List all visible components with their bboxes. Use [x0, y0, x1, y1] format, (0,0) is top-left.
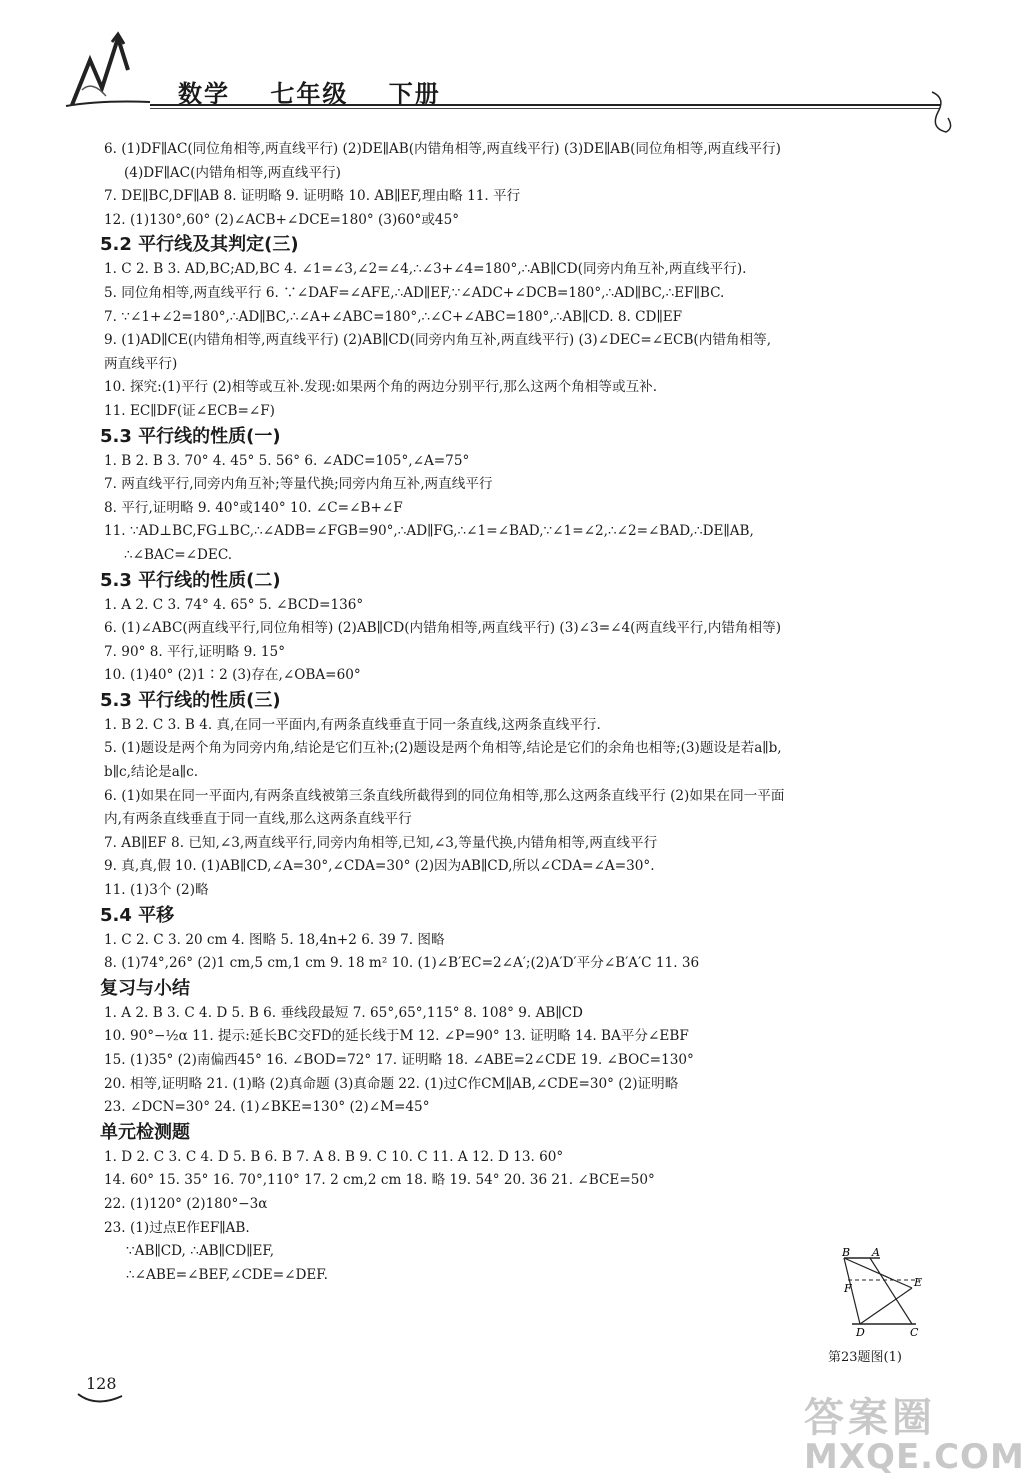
answer-line: 8. 平行,证明略 9. 40°或140° 10. ∠C=∠B+∠F	[104, 499, 403, 516]
answer-line: 8. (1)74°,26° (2)1 cm,5 cm,1 cm 9. 18 m² 10. (1)∠B′EC=2∠A′;(2)A′D′平分∠B′A′C 11. 36	[104, 955, 700, 972]
answer-line: 10. 90°−½α 11. 提示:延长BC交FD的延长线于M 12. ∠P=90° 13. 证明略 14. BA平分∠EBF	[104, 1028, 689, 1045]
answer-line: 1. D 2. C 3. C 4. D 5. B 6. B 7. A 8. B 9. C 10. C 11. A 12. D 13. 60°	[104, 1148, 564, 1165]
answer-line: 1. C 2. C 3. 20 cm 4. 图略 5. 18,4n+2 6. 39 7. 图略	[104, 931, 445, 948]
answer-line: 11. EC∥DF(证∠ECB=∠F)	[104, 402, 275, 419]
answer-line: 14. 60° 15. 35° 16. 70°,110° 17. 2 cm,2 cm 18. 略 19. 54° 20. 36 21. ∠BCE=50°	[104, 1172, 655, 1189]
answer-line: 1. B 2. B 3. 70° 4. 45° 5. 56° 6. ∠ADC=105°,∠A=75°	[104, 452, 470, 469]
section-title: 5.3 平行线的性质(三)	[100, 689, 281, 711]
answer-line: b∥c,结论是a∥c.	[104, 764, 199, 781]
figure-label: A	[872, 1246, 880, 1259]
answer-line: 1. B 2. C 3. B 4. 真,在同一平面内,有两条直线垂直于同一条直线,这两条直线平行.	[104, 716, 601, 733]
answer-line: (4)DF∥AC(内错角相等,两直线平行)	[124, 164, 341, 181]
section-title: 5.3 平行线的性质(二)	[100, 569, 281, 591]
header-rule-thin	[150, 108, 940, 109]
figure-label: F	[844, 1282, 852, 1295]
grade-label: 七年级	[270, 80, 349, 108]
watermark-top: 答案圈	[804, 1395, 936, 1441]
answer-content	[100, 138, 936, 1287]
answer-line: 23. ∠DCN=30° 24. (1)∠BKE=130° (2)∠M=45°	[104, 1099, 430, 1116]
watermark-bottom: MXQE.COM	[804, 1437, 1025, 1477]
figure-caption: 第23题图(1)	[828, 1350, 902, 1365]
answer-line: 1. A 2. C 3. 74° 4. 65° 5. ∠BCD=136°	[104, 596, 364, 613]
answer-line: 12. (1)130°,60° (2)∠ACB+∠DCE=180° (3)60°或45°	[104, 211, 460, 228]
answer-line: 7. AB∥EF 8. 已知,∠3,两直线平行,同旁内角相等,已知,∠3,等量代换,内错角相等,两直线平行	[104, 834, 658, 851]
answer-line: ∴∠BAC=∠DEC.	[124, 546, 233, 563]
section-title: 5.3 平行线的性质(一)	[100, 425, 281, 447]
volume-label: 下册	[388, 80, 441, 108]
page-number: 128	[86, 1374, 117, 1393]
section-title: 单元检测题	[100, 1121, 190, 1143]
answer-line: 5. 同位角相等,两直线平行 6. ∵∠DAF=∠AFE,∴AD∥EF,∵∠ADC+∠DCB=180°,∴AD∥BC,∴EF∥BC.	[104, 284, 725, 301]
section-title: 5.2 平行线及其判定(三)	[100, 234, 299, 256]
figure-label: D	[856, 1326, 865, 1339]
answer-line: 内,有两条直线垂直于同一直线,那么这两条直线平行	[104, 811, 412, 828]
answer-line: 7. 90° 8. 平行,证明略 9. 15°	[104, 643, 285, 660]
page-number-swoosh-icon	[76, 1390, 126, 1410]
answer-line: 20. 相等,证明略 21. (1)略 (2)真命题 (3)真命题 22. (1)过C作CM∥AB,∠CDE=30° (2)证明略	[104, 1075, 679, 1092]
answer-line: 1. C 2. B 3. AD,BC;AD,BC 4. ∠1=∠3,∠2=∠4,∴∠3+∠4=180°,∴AB∥CD(同旁内角互补,两直线平行).	[104, 261, 747, 278]
answer-line: 6. (1)如果在同一平面内,有两条直线被第三条直线所截得到的同位角相等,那么这两条直线平行 (2)如果在同一平面	[104, 787, 785, 804]
answer-line: 22. (1)120° (2)180°−3α	[104, 1195, 268, 1212]
subject-label: 数学	[178, 80, 230, 108]
answer-line: 15. (1)35° (2)南偏西45° 16. ∠BOD=72° 17. 证明略 18. ∠ABE=2∠CDE 19. ∠BOC=130°	[104, 1052, 694, 1068]
figure-label: E	[914, 1276, 923, 1289]
figure-segment-ac	[870, 1258, 912, 1324]
figure-label: B	[842, 1246, 851, 1259]
answer-line: 9. (1)AD∥CE(内错角相等,两直线平行) (2)AB∥CD(同旁内角互补,两直线平行) (3)∠DEC=∠ECB(内错角相等,	[104, 332, 772, 349]
answer-line: 23. (1)过点E作EF∥AB.	[104, 1219, 250, 1236]
answer-line: ∵AB∥CD, ∴AB∥CD∥EF,	[126, 1243, 275, 1260]
watermark	[804, 1386, 1025, 1477]
figure-segment-ed	[860, 1288, 912, 1324]
answer-line: 6. (1)∠ABC(两直线平行,同位角相等) (2)AB∥CD(内错角相等,两直线平行) (3)∠3=∠4(两直线平行,内错角相等)	[104, 620, 781, 637]
answer-line: 两直线平行)	[104, 355, 178, 372]
book-logo-icon	[62, 30, 152, 110]
answer-line: 5. (1)题设是两个角为同旁内角,结论是它们互补;(2)题设是两个角相等,结论是它们的余角也相等;(3)题设是若a∥b,	[104, 740, 782, 757]
answer-line: 11. (1)3个 (2)略	[104, 882, 209, 899]
answer-line: 9. 真,真,假 10. (1)AB∥CD,∠A=30°,∠CDA=30° (2)因为AB∥CD,所以∠CDA=∠A=30°.	[104, 858, 655, 875]
header-rule	[150, 104, 940, 106]
page-header	[0, 0, 1000, 130]
section-title: 5.4 平移	[100, 904, 175, 926]
answer-line: 10. (1)40° (2)1∶2 (3)存在,∠OBA=60°	[104, 667, 361, 684]
geometry-figure	[830, 1248, 930, 1338]
answer-line: 6. (1)DF∥AC(同位角相等,两直线平行) (2)DE∥AB(内错角相等,两直线平行) (3)DE∥AB(同位角相等,两直线平行)	[104, 141, 781, 157]
answer-line: 7. 两直线平行,同旁内角互补;等量代换;同旁内角互补,两直线平行	[104, 476, 493, 493]
answer-line: 7. ∵∠1+∠2=180°,∴AD∥BC,∴∠A+∠ABC=180°,∴∠C+∠ABC=180°,∴AB∥CD. 8. CD∥EF	[104, 308, 683, 325]
answer-line: 11. ∵AD⊥BC,FG⊥BC,∴∠ADB=∠FGB=90°,∴AD∥FG,∴∠1=∠BAD,∵∠1=∠2,∴∠2=∠BAD,∴DE∥AB,	[104, 523, 754, 540]
answer-line: 7. DE∥BC,DF∥AB 8. 证明略 9. 证明略 10. AB∥EF,理由略 11. 平行	[104, 188, 521, 205]
answer-line: 1. A 2. B 3. C 4. D 5. B 6. 垂线段最短 7. 65°,65°,115° 8. 108° 9. AB∥CD	[104, 1004, 583, 1021]
figure-label: C	[910, 1326, 919, 1339]
figure-segment-be	[844, 1258, 912, 1288]
curl-ornament-icon	[926, 88, 956, 138]
answer-line: ∴∠ABE=∠BEF,∠CDE=∠DEF.	[126, 1266, 328, 1283]
section-title: 复习与小结	[100, 977, 190, 999]
answer-line: 10. 探究:(1)平行 (2)相等或互补.发现:如果两个角的两边分别平行,那么这两个角相等或互补.	[104, 379, 658, 396]
